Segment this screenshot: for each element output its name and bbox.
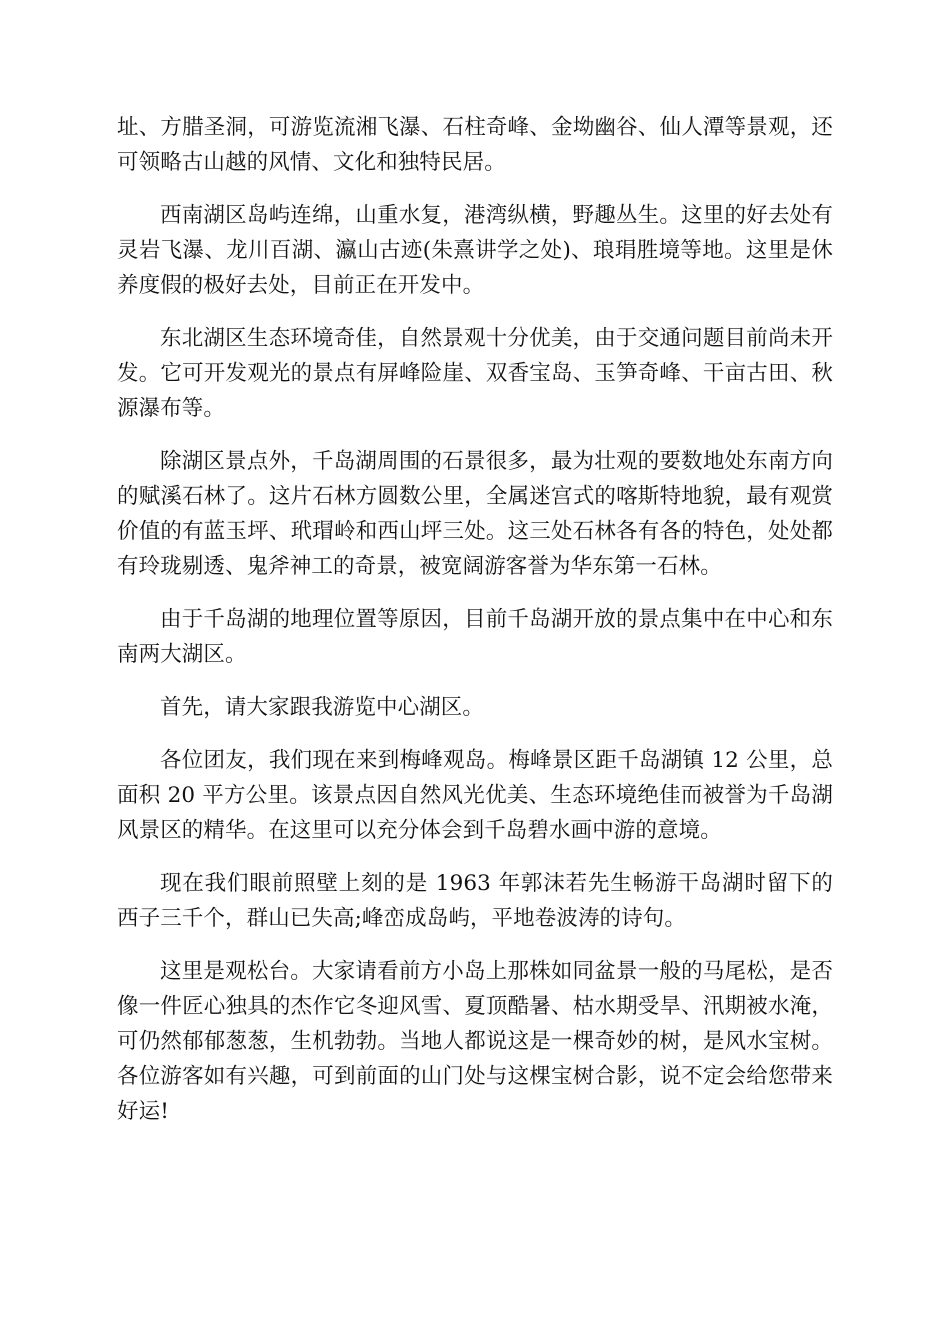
paragraph-9: 这里是观松台。大家请看前方小岛上那株如同盆景一般的马尾松，是否像一件匠心独具的杰作它冬迎风雪、夏顶酷暑、枯水期受旱、汛期被水淹，可仍然郁郁葱葱，生机勃勃。当地人都说这是一棵奇妙的树，是风水宝树。各位游客如有兴趣，可到前面的山门处与这棵宝树合影，说不定会给您带来好运! <box>117 959 833 1124</box>
paragraph-3: 东北湖区生态环境奇佳，自然景观十分优美，由于交通问题目前尚未开发。它可开发观光的景点有屏峰险崖、双香宝岛、玉笋奇峰、干亩古田、秋源瀑布等。 <box>117 326 833 421</box>
paragraph-8: 现在我们眼前照壁上刻的是 1963 年郭沫若先生畅游干岛湖时留下的西子三千个，群山已失高;峰峦成岛屿，平地卷波涛的诗句。 <box>117 871 833 931</box>
paragraph-4: 除湖区景点外，千岛湖周围的石景很多，最为壮观的要数地处东南方向的赋溪石林了。这片石林方圆数公里，全属迷宫式的喀斯特地貌，最有观赏价值的有蓝玉坪、玳瑁岭和西山坪三处。这三处石林各有各的特色，处处都有玲珑剔透、鬼斧神工的奇景，被宽阔游客誉为华东第一石林。 <box>117 449 833 579</box>
paragraph-5: 由于千岛湖的地理位置等原因，目前千岛湖开放的景点集中在中心和东南两大湖区。 <box>117 607 833 667</box>
paragraph-1: 址、方腊圣洞，可游览流湘飞瀑、石柱奇峰、金坳幽谷、仙人潭等景观，还可领略古山越的风情、文化和独特民居。 <box>117 115 833 175</box>
document-body <box>117 110 833 1147</box>
paragraph-7: 各位团友，我们现在来到梅峰观岛。梅峰景区距千岛湖镇 12 公里，总面积 20 平方公里。该景点因自然风光优美、生态环境绝佳而被誉为千岛湖风景区的精华。在这里可以充分体会到千岛碧水画中游的意境。 <box>117 748 833 843</box>
paragraph-2: 西南湖区岛屿连绵，山重水复，港湾纵横，野趣丛生。这里的好去处有灵岩飞瀑、龙川百湖、瀛山古迹(朱熹讲学之处)、琅琄胜境等地。这里是休养度假的极好去处，目前正在开发中。 <box>117 203 833 298</box>
paragraph-6: 首先，请大家跟我游览中心湖区。 <box>160 695 485 720</box>
